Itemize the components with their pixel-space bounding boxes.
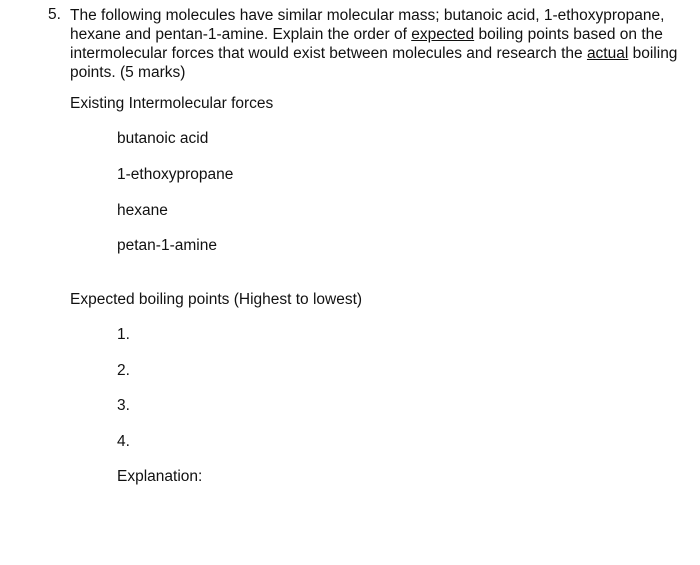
molecule-pentanamine: petan-1-amine — [117, 237, 217, 254]
explanation-label: Explanation: — [117, 468, 203, 485]
question-number: 5. — [48, 6, 61, 23]
question-text-part1: The following molecules have similar molecular mass; butanoic acid, 1-ethoxypropane, hexane and pentan-1-amine. Explain the order of — [70, 7, 665, 43]
question-text — [70, 6, 688, 82]
molecule-butanoic-acid: butanoic acid — [117, 130, 209, 147]
rank-item-2: 2. — [117, 362, 130, 379]
underlined-expected: expected — [411, 26, 475, 43]
question-text-part2: boiling points based on the intermolecular forces that would exist between molecules and research the — [70, 26, 663, 62]
boiling-points-heading: Expected boiling points (Highest to lowest) — [70, 291, 363, 308]
rank-item-3: 3. — [117, 397, 130, 414]
intermolecular-forces-heading: Existing Intermolecular forces — [70, 95, 274, 112]
rank-item-4: 4. — [117, 433, 130, 450]
molecule-ethoxypropane: 1-ethoxypropane — [117, 166, 234, 183]
molecule-hexane: hexane — [117, 202, 168, 219]
question-text-part3: boiling points. (5 marks) — [70, 45, 678, 81]
underlined-actual: actual — [586, 45, 629, 62]
rank-item-1: 1. — [117, 326, 130, 343]
